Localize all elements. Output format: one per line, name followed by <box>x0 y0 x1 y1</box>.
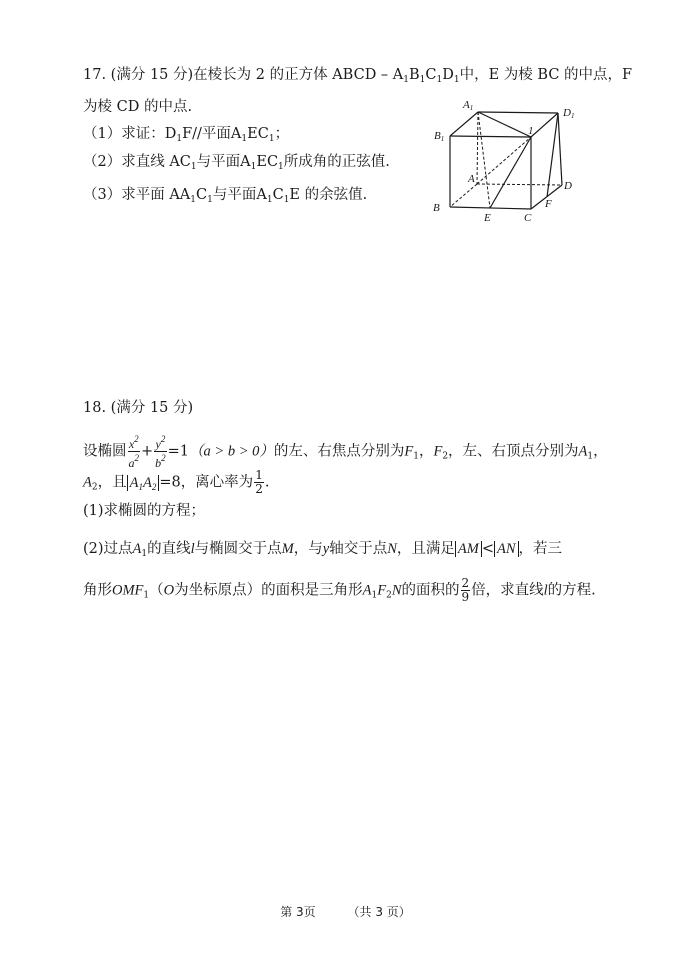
p17-text: C <box>425 67 437 83</box>
fraction-y2-b2 <box>154 433 167 470</box>
q-text: C <box>272 187 284 203</box>
subscript: 1 <box>143 590 150 601</box>
var-l: l <box>190 541 195 557</box>
period: . <box>264 474 270 491</box>
frac-den: b <box>155 456 162 470</box>
label-c1: 1 <box>528 125 534 137</box>
label-a: A <box>468 173 475 185</box>
var-a1: A <box>132 541 142 557</box>
q-text: ，若三 <box>518 541 562 557</box>
frac-num: 1 <box>255 468 263 482</box>
q-text: C <box>196 187 208 203</box>
fraction-x2-a2 <box>128 433 141 470</box>
q-text: （3）求平面 AA <box>83 187 191 203</box>
subscript: 1 <box>266 195 273 205</box>
q-text: 倍，求直线 <box>471 582 544 599</box>
p17-question-1 <box>83 124 289 149</box>
frac-den: 2 <box>255 482 263 496</box>
var-a1: A <box>578 443 588 460</box>
frac-num: 2 <box>461 576 470 590</box>
label-d: D <box>564 180 572 192</box>
q-text: 与椭圆交于点 <box>194 541 282 557</box>
var: A <box>142 474 152 491</box>
var-y: y <box>322 541 330 557</box>
label-d1: D1 <box>563 107 575 120</box>
p18-text: ，离心率为 <box>180 474 254 491</box>
label-b1: B1 <box>434 130 445 143</box>
frac-den: 9 <box>461 590 470 604</box>
subscript: 1 <box>207 195 213 205</box>
equals-eight: =8 <box>159 474 181 491</box>
fraction-two-ninths <box>461 577 471 604</box>
superscript: 2 <box>134 453 139 463</box>
subscript: 1 <box>176 134 183 144</box>
subscript: 1 <box>453 75 460 85</box>
p17-question-3 <box>83 185 367 210</box>
abs-a1m: AM <box>455 541 482 557</box>
q-text: 为坐标原点）的面积是三角形 <box>174 582 363 599</box>
p17-text: D <box>442 67 454 83</box>
frac-num: x <box>128 437 135 451</box>
abs-a1a2 <box>127 475 160 491</box>
p17-number: 17. <box>83 67 107 83</box>
subscript: 1 <box>403 75 409 85</box>
p17-score: (满分 15 分) <box>110 67 194 83</box>
p18-header <box>83 398 193 418</box>
abs-a1n: AN <box>494 541 519 557</box>
page-number: 第 3页 <box>280 905 316 919</box>
var-n: N <box>391 582 402 599</box>
page-total: （共 3 页） <box>347 905 411 919</box>
var-a2: A <box>83 474 92 491</box>
q-text: ，与 <box>293 541 323 557</box>
q-text: E 的余弦值. <box>289 187 368 203</box>
superscript: 2 <box>161 453 166 463</box>
var-l: l <box>543 582 548 599</box>
p17-text: 在棱长为 2 的正方体 ABCD – A <box>193 67 404 83</box>
label-e: E <box>484 212 491 224</box>
subscript: 1 <box>278 162 284 172</box>
subscript: 1 <box>436 75 443 85</box>
page-footer <box>0 903 691 920</box>
subscript: 2 <box>151 481 157 492</box>
subscript: 1 <box>190 162 197 172</box>
label-c: C <box>524 212 532 224</box>
label-f: F <box>545 198 552 210</box>
q-text: （ <box>149 582 164 599</box>
subscript: 2 <box>386 590 392 601</box>
p18-question-1: (1)求椭圆的方程； <box>83 503 206 519</box>
p18-question-2-line2 <box>83 577 596 609</box>
q-text: EC <box>256 154 279 170</box>
p18-number: 18. <box>83 400 107 416</box>
q-text: 的直线 <box>147 541 191 557</box>
subscript: 2 <box>91 482 98 493</box>
p18-text: ，左、右顶点分别为 <box>448 443 579 460</box>
var-n: N <box>387 541 397 557</box>
subscript: 1 <box>283 195 290 205</box>
subscript: 1 <box>250 162 257 172</box>
plus: + <box>141 443 154 460</box>
comma: ， <box>593 443 608 460</box>
label-b: B <box>433 202 440 214</box>
superscript: 2 <box>160 434 166 444</box>
subscript: 1 <box>141 549 148 559</box>
label-a1: A1 <box>463 99 474 112</box>
p18-question-2-line1 <box>83 539 562 564</box>
less-than: < <box>481 541 494 557</box>
subscript: 1 <box>138 481 143 492</box>
q-text: ，且满足 <box>396 541 455 557</box>
p18-stem-line1 <box>83 433 608 470</box>
p18-text: 的左、右焦点分别为 <box>273 443 405 460</box>
p18-score: (满分 15 分) <box>110 400 194 416</box>
q-text: (2)过点 <box>83 541 133 557</box>
var-f2: F <box>433 443 443 460</box>
condition: （a > b > 0） <box>189 443 274 460</box>
comma: ， <box>418 443 434 460</box>
subscript: 1 <box>371 590 378 601</box>
frac-num: y <box>155 437 161 451</box>
q-text: EC <box>247 126 269 142</box>
subscript: 2 <box>442 451 449 462</box>
q-text: （1）求证：D <box>83 126 177 142</box>
var-f: F <box>377 582 387 599</box>
cube-figure <box>420 90 590 230</box>
p18-text: ，且 <box>97 474 127 491</box>
q-text: 轴交于点 <box>329 541 388 557</box>
q-text: F//平面A <box>182 126 242 142</box>
q-text: ； <box>274 126 290 142</box>
var-o: O <box>163 582 175 599</box>
superscript: 2 <box>134 434 139 444</box>
var: A <box>129 474 139 491</box>
var-omf: OMF <box>112 582 144 599</box>
subscript: 1 <box>419 75 426 85</box>
fraction-one-half <box>254 469 264 496</box>
subscript: 1 <box>241 134 248 144</box>
q-text: 角形 <box>83 582 112 599</box>
subscript: 1 <box>587 451 594 462</box>
subscript: 1 <box>413 451 419 462</box>
q-text: 所成角的正弦值. <box>283 154 390 170</box>
var-f1: F <box>404 443 414 460</box>
q-text: 与平面A <box>196 154 251 170</box>
q-text: 与平面A <box>212 187 267 203</box>
p17-question-2 <box>83 152 390 177</box>
p18-text: 设椭圆 <box>83 443 127 460</box>
var-a: A <box>362 582 372 599</box>
p17-stem-line2: 为棱 CD 的中点. <box>83 99 193 115</box>
q-text: 的面积的 <box>401 582 460 599</box>
equals-one: =1 <box>167 443 190 460</box>
q-text: 的方程. <box>547 582 596 599</box>
frac-den: a <box>128 456 135 470</box>
q-text: （2）求直线 AC <box>83 154 191 170</box>
subscript: 1 <box>268 134 275 144</box>
p17-text: B <box>409 67 420 83</box>
p18-stem-line2 <box>83 469 269 501</box>
p17-text: 中，E 为棱 BC 的中点，F <box>459 67 633 83</box>
subscript: 1 <box>190 195 197 205</box>
p17-stem-line1 <box>83 65 632 90</box>
var-m: M <box>281 541 294 557</box>
